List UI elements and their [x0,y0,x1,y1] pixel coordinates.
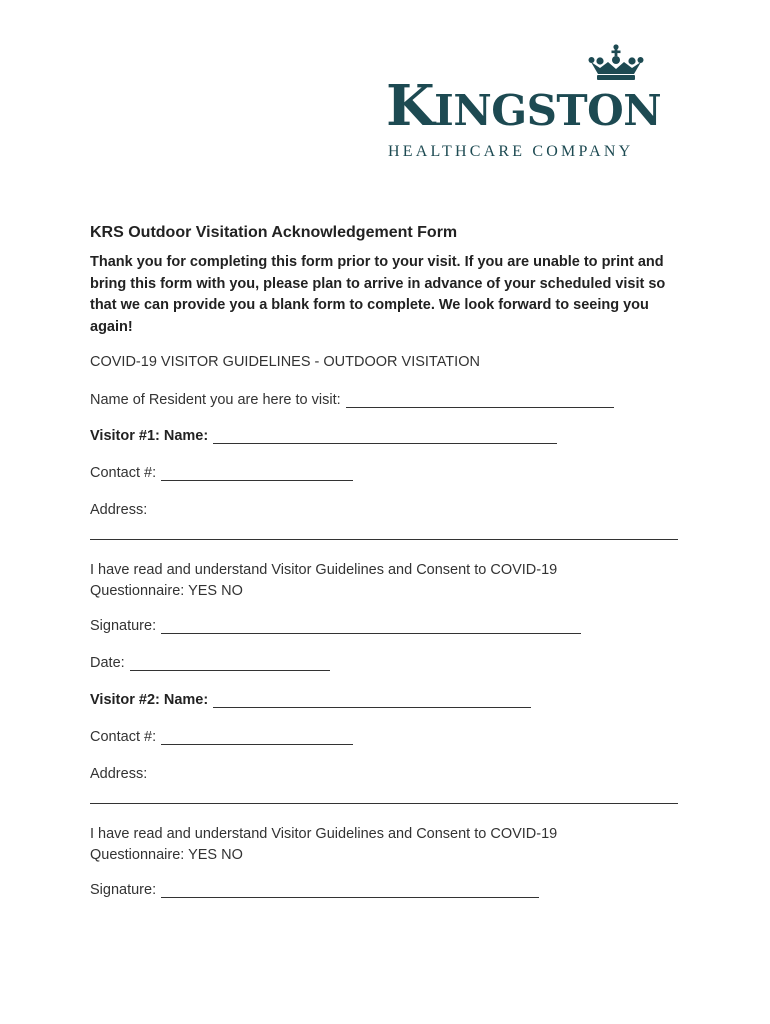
visitor2-contact-field[interactable] [161,732,353,745]
visitor1-name-row: Visitor #1: Name: [90,428,557,444]
resident-name-field[interactable] [346,395,614,408]
visitor1-contact-field[interactable] [161,468,353,481]
visitor2-contact-row: Contact #: [90,729,353,745]
visitor1-consent: I have read and understand Visitor Guidelines and Consent to COVID-19 Questionnaire: YES NO [90,562,558,599]
visitor2-consent: I have read and understand Visitor Guidelines and Consent to COVID-19 Questionnaire: YES NO [90,826,558,863]
visitor2-address-field[interactable] [90,803,678,804]
resident-name-row: Name of Resident you are here to visit: [90,392,614,408]
visitor1-date-row: Date: [90,655,330,671]
visitor1-address-field[interactable] [90,539,678,540]
visitor1-name-field[interactable] [213,431,557,444]
logo-wordmark: KINGSTON [386,73,662,139]
visitor2-signature-field[interactable] [161,885,539,898]
visitor1-date-field[interactable] [130,658,330,671]
kingston-logo [386,44,686,164]
visitor1-address-label: Address: [90,502,148,518]
crown-icon [588,44,644,82]
visitor2-name-row: Visitor #2: Name: [90,692,531,708]
visitor2-name-field[interactable] [213,695,531,708]
visitor2-address-label: Address: [90,766,148,782]
form-intro: Thank you for completing this form prior to your visit. If you are unable to print and bring this form with you, please plan to arrive in advance of your scheduled visit so that we can provide you a blank form to complete. We look forward to seeing you again! [90,254,666,335]
visitor1-signature-field[interactable] [161,621,581,634]
form-title: KRS Outdoor Visitation Acknowledgement Form [90,224,458,241]
visitor2-signature-row: Signature: [90,882,539,898]
visitor1-contact-row: Contact #: [90,465,353,481]
logo-subtitle: HEALTHCARE COMPANY [388,143,634,160]
visitor1-signature-row: Signature: [90,618,581,634]
guidelines-heading: COVID-19 VISITOR GUIDELINES - OUTDOOR VISITATION [90,354,480,370]
